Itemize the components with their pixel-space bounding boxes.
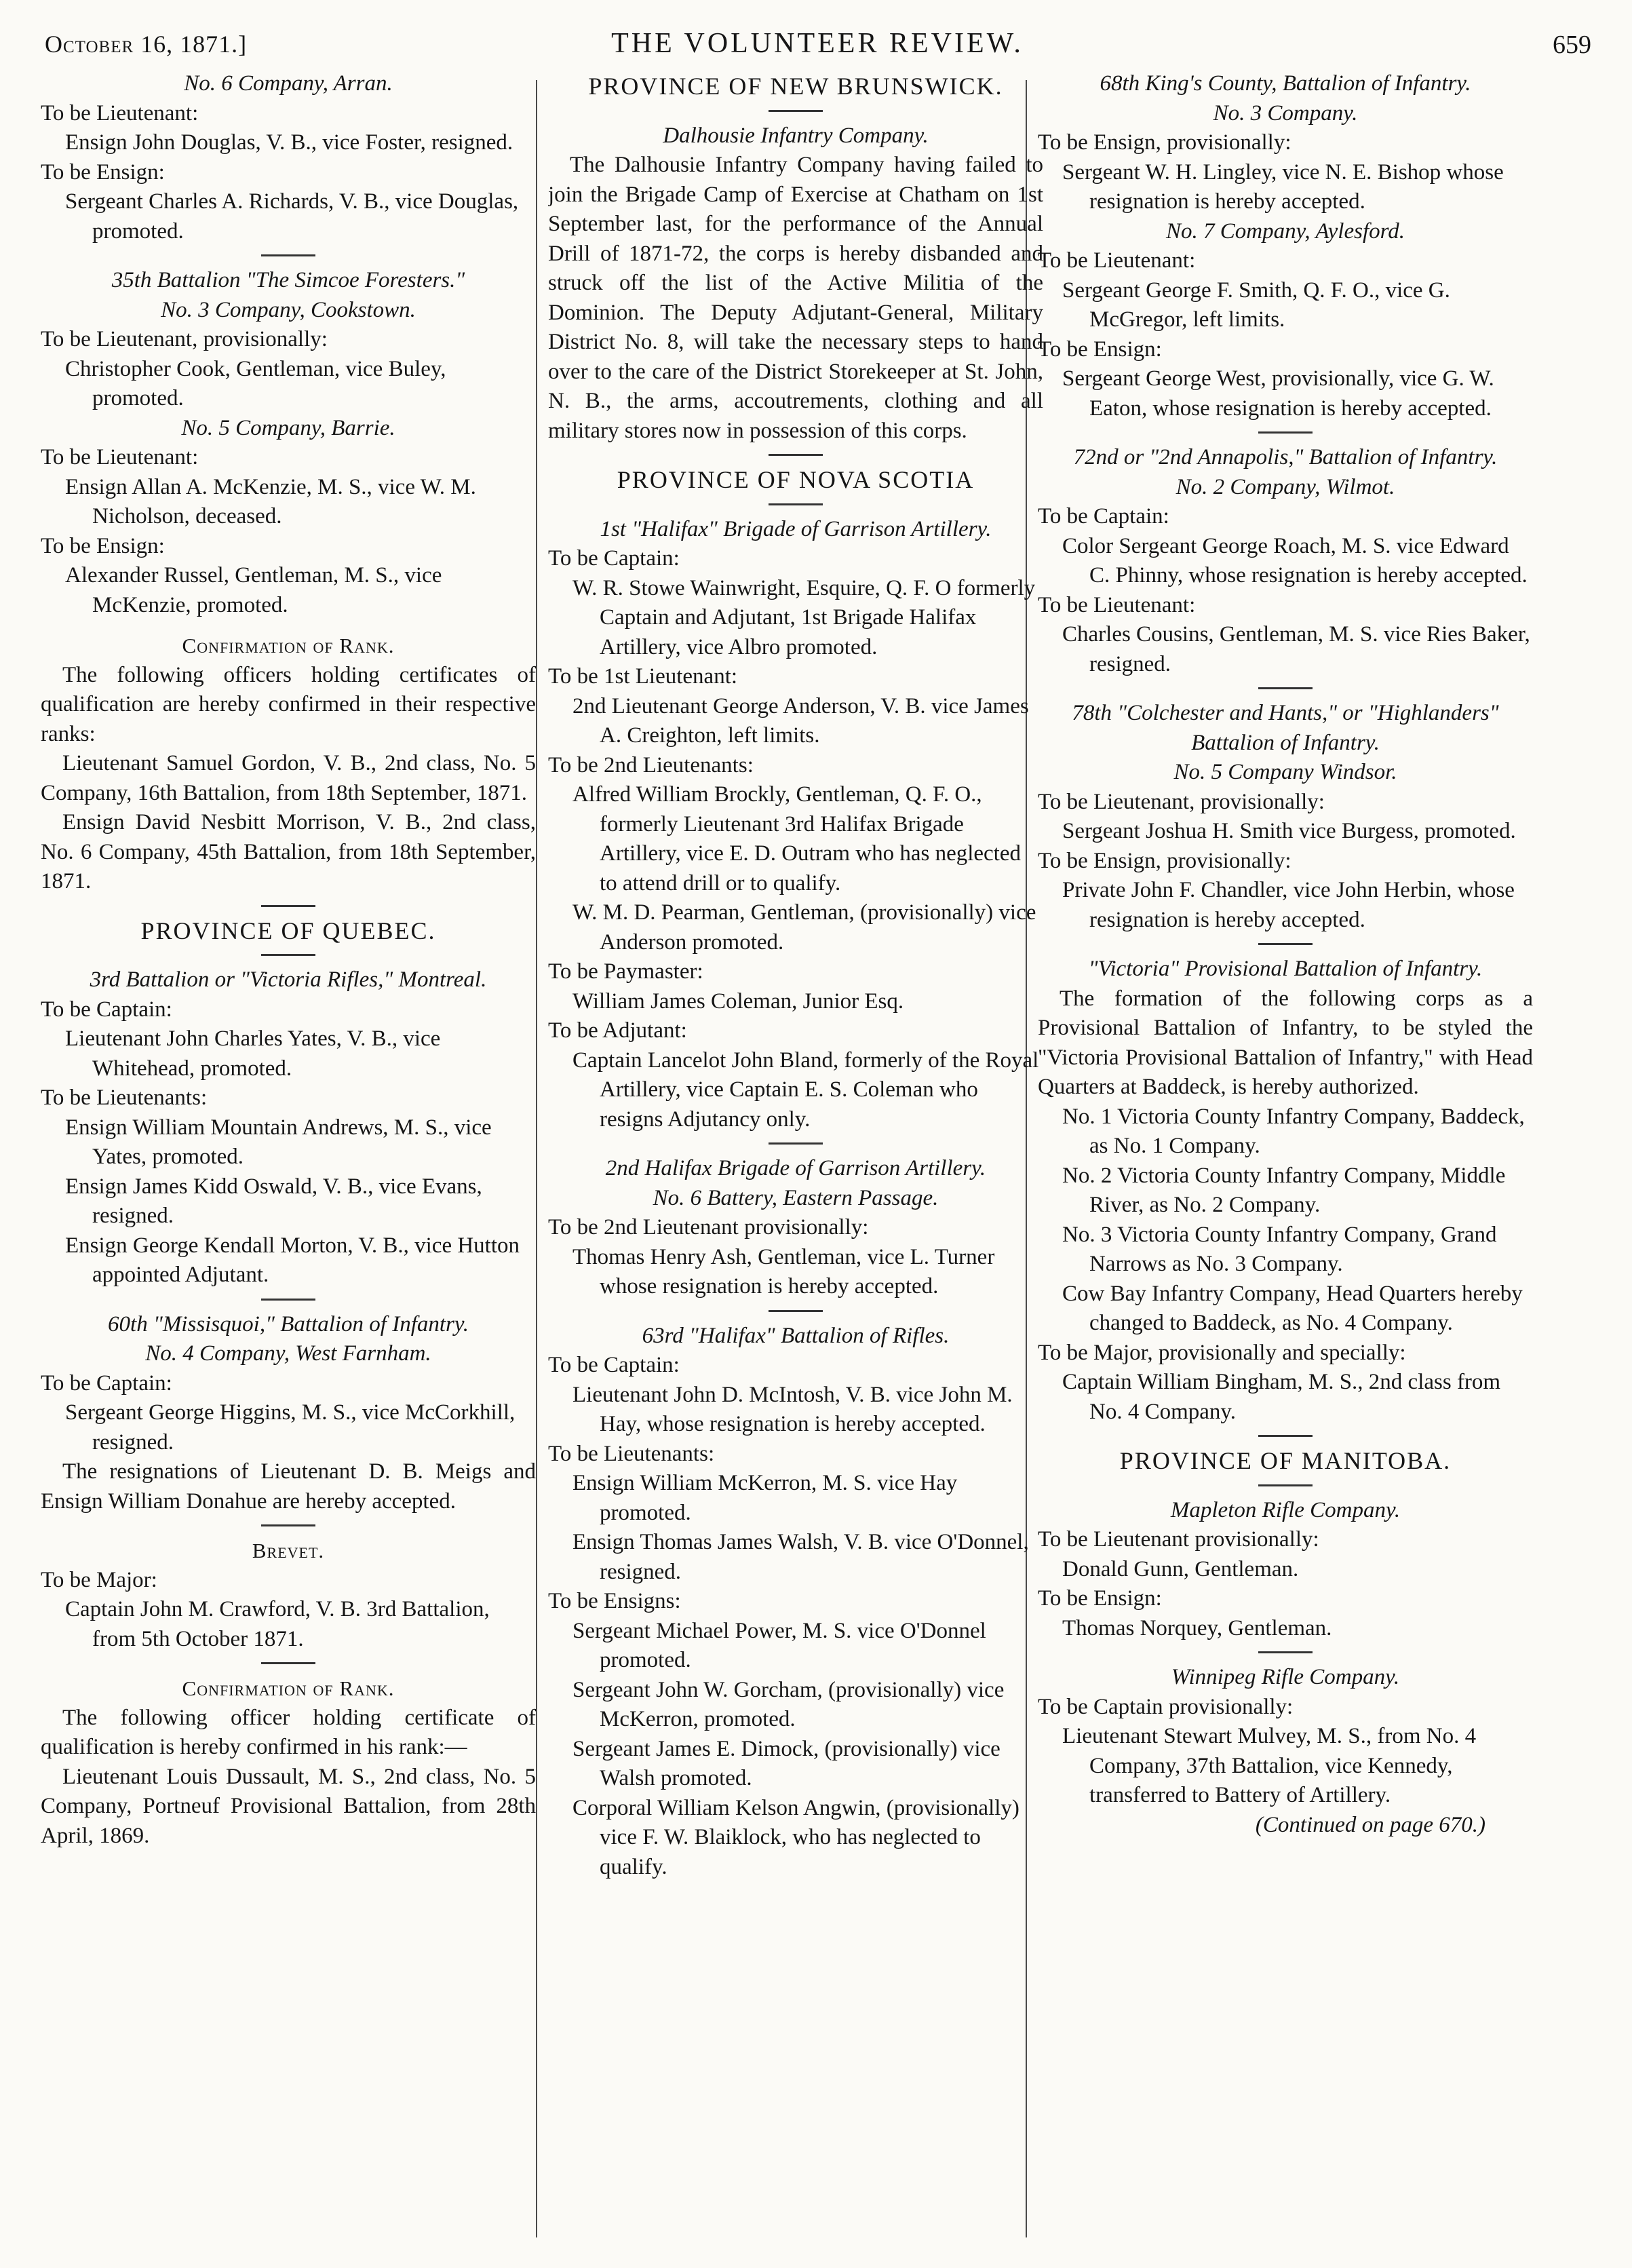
paragraph: Lieutenant Louis Dussault, M. S., 2nd class, No. 5 Company, Portneuf Provisional Battalion, from 28th April, 1869. — [41, 1764, 536, 1848]
appointment-entry: 2nd Lieutenant George Anderson, V. B. vice James A. Creighton, left limits. — [572, 693, 1029, 748]
column-rule — [536, 80, 537, 2237]
section-heading: No. 5 Company, Barrie. — [181, 415, 395, 440]
section-heading: Mapleton Rifle Company. — [1170, 1497, 1401, 1522]
appointment-label: To be Lieutenants: — [548, 1441, 715, 1466]
page-number: 659 — [1553, 31, 1591, 59]
appointment-label: To be Lieutenant: — [1038, 248, 1196, 273]
paragraph: Lieutenant Samuel Gordon, V. B., 2nd class, No. 5 Company, 16th Battalion, from 18th September, 1871. — [41, 751, 536, 805]
province-heading: PROVINCE OF NEW BRUNSWICK. — [588, 73, 1003, 100]
appointment-entry: Alfred William Brockly, Gentleman, Q. F. O., formerly Lieutenant 3rd Halifax Brigade Artillery, vice E. D. Outram who has neglected to attend drill or to qualify. — [572, 782, 1021, 896]
appointment-entry: No. 2 Victoria County Infantry Company, Middle River, as No. 2 Company. — [1062, 1163, 1506, 1217]
section-divider — [1258, 1651, 1313, 1653]
appointment-label: To be Lieutenant, provisionally: — [41, 327, 328, 351]
section-heading: 72nd or "2nd Annapolis," Battalion of Infantry. — [1073, 445, 1498, 469]
appointment-label: To be Captain provisionally: — [1038, 1694, 1294, 1719]
section-heading: 2nd Halifax Brigade of Garrison Artillery. — [605, 1156, 986, 1180]
appointment-label: To be 1st Lieutenant: — [548, 664, 738, 689]
section-divider — [261, 954, 315, 956]
appointment-entry: Thomas Norquey, Gentleman. — [1062, 1615, 1332, 1640]
appointment-entry: Sergeant Charles A. Richards, V. B., vice Douglas, promoted. — [65, 189, 519, 244]
appointment-entry: Cow Bay Infantry Company, Head Quarters hereby changed to Baddeck, as No. 4 Company. — [1062, 1281, 1523, 1335]
section-heading: 68th King's County, Battalion of Infantry. — [1100, 71, 1471, 96]
appointment-entry: Captain John M. Crawford, V. B. 3rd Battalion, from 5th October 1871. — [65, 1597, 490, 1651]
section-heading: No. 3 Company, Cookstown. — [161, 297, 416, 322]
appointment-label: To be Captain: — [41, 1370, 172, 1396]
section-divider — [261, 1524, 315, 1526]
subsection-heading: Confirmation of Rank. — [182, 1676, 395, 1700]
appointment-label: To be Ensigns: — [548, 1589, 681, 1613]
section-heading: Winnipeg Rifle Company. — [1171, 1665, 1400, 1689]
paragraph: The following officers holding certificates of qualification are hereby confirmed in their respective ranks: — [41, 662, 536, 746]
appointment-entry: Lieutenant John Charles Yates, V. B., vice Whitehead, promoted. — [65, 1026, 441, 1081]
section-divider — [1258, 687, 1313, 689]
appointment-label: To be 2nd Lieutenant provisionally: — [548, 1215, 869, 1239]
appointment-entry: Color Sergeant George Roach, M. S. vice Edward C. Phinny, whose resignation is hereby accepted. — [1062, 533, 1528, 588]
appointment-entry: Sergeant W. H. Lingley, vice N. E. Bishop whose resignation is hereby accepted. — [1062, 159, 1504, 214]
section-divider — [769, 454, 823, 456]
section-heading: 3rd Battalion or "Victoria Rifles," Montreal. — [90, 967, 487, 992]
appointment-entry: No. 3 Victoria County Infantry Company, Grand Narrows as No. 3 Company. — [1062, 1222, 1497, 1276]
issue-date: October 16, 1871.] — [45, 31, 248, 58]
appointment-label: To be 2nd Lieutenants: — [548, 752, 754, 777]
appointment-label: To be Captain: — [1038, 504, 1169, 528]
section-heading: "Victoria" Provisional Battalion of Infantry. — [1088, 957, 1483, 981]
appointment-entry: Sergeant George West, provisionally, vice G. W. Eaton, whose resignation is hereby accepted. — [1062, 366, 1494, 421]
appointment-label: To be Ensign, provisionally: — [1038, 130, 1291, 155]
continuation-note: (Continued on page 670.) — [1255, 1812, 1485, 1837]
appointment-label: To be Ensign: — [1038, 1586, 1162, 1611]
appointment-entry: Alexander Russel, Gentleman, M. S., vice McKenzie, promoted. — [65, 563, 442, 617]
appointment-entry: Ensign George Kendall Morton, V. B., vice Hutton appointed Adjutant. — [65, 1233, 520, 1287]
section-divider — [1258, 1484, 1313, 1486]
appointment-entry: Donald Gunn, Gentleman. — [1062, 1556, 1299, 1581]
section-heading: No. 6 Battery, Eastern Passage. — [653, 1185, 939, 1210]
appointment-entry: W. M. D. Pearman, Gentleman, (provisionally) vice Anderson promoted. — [572, 900, 1036, 955]
section-heading: Dalhousie Infantry Company. — [663, 123, 929, 148]
column-middle — [548, 69, 1043, 2240]
appointment-label: To be Ensign: — [1038, 337, 1162, 362]
section-divider — [1258, 431, 1313, 434]
appointment-entry: Lieutenant Stewart Mulvey, M. S., from No. 4 Company, 37th Battalion, vice Kennedy, transferred to Battery of Artillery. — [1062, 1724, 1477, 1807]
appointment-label: To be Lieutenant: — [41, 445, 199, 469]
appointment-label: To be Lieutenant provisionally: — [1038, 1527, 1319, 1552]
section-heading: No. 6 Company, Arran. — [184, 71, 393, 96]
appointment-entry: William James Coleman, Junior Esq. — [572, 988, 904, 1014]
paragraph: The formation of the following corps as a Provisional Battalion of Infantry, to be styled the "Victoria Provisional Battalion of Infantry," with Head Quarters at Baddeck, is hereby authorized. — [1038, 986, 1533, 1099]
appointment-label: To be Major: — [41, 1567, 157, 1592]
page-header — [41, 22, 1594, 62]
section-heading: 1st "Halifax" Brigade of Garrison Artillery. — [600, 516, 992, 541]
appointment-label: To be Captain: — [548, 1353, 680, 1377]
subsection-heading: Brevet. — [252, 1539, 325, 1562]
appointment-label: To be Captain: — [548, 546, 680, 571]
appointment-entry: Private John F. Chandler, vice John Herbin, whose resignation is hereby accepted. — [1062, 878, 1515, 932]
appointment-entry: Charles Cousins, Gentleman, M. S. vice Ries Baker, resigned. — [1062, 622, 1530, 676]
appointment-label: To be Lieutenant, provisionally: — [1038, 789, 1325, 814]
province-heading: PROVINCE OF MANITOBA. — [1119, 1447, 1452, 1474]
section-heading: No. 3 Company. — [1213, 100, 1358, 126]
paragraph: The following officer holding certificate of qualification is hereby confirmed in his rank:— — [41, 1705, 536, 1759]
section-divider — [769, 503, 823, 505]
appointment-label: To be Adjutant: — [548, 1018, 687, 1043]
appointment-entry: Captain Lancelot John Bland, formerly of the Royal Artillery, vice Captain E. S. Coleman who resigns Adjutancy only. — [572, 1047, 1039, 1132]
province-heading: PROVINCE OF QUEBEC. — [140, 917, 436, 944]
section-heading: 35th Battalion "The Simcoe Foresters." — [111, 268, 465, 292]
appointment-label: To be Ensign: — [41, 159, 165, 185]
section-heading: No. 7 Company, Aylesford. — [1165, 218, 1405, 244]
paragraph: The Dalhousie Infantry Company having failed to join the Brigade Camp of Exercise at Chatham on 1st September last, for the performance of the Annual Drill of 1871-72, the corps is hereby disbanded and struck off the list of the Active Militia of the Dominion. The Deputy Adjutant-General, Military District No. 8, will take the necessary steps to hand over to the care of the District Storekeeper at St. John, N. B., the arms, accoutrements, clothing and all military stores now in possession of this corps. — [548, 153, 1043, 443]
appointment-entry: No. 1 Victoria County Infantry Company, Baddeck, as No. 1 Company. — [1062, 1104, 1525, 1158]
province-heading: PROVINCE OF NOVA SCOTIA — [617, 466, 975, 493]
section-divider — [769, 1310, 823, 1312]
appointment-entry: Ensign William Mountain Andrews, M. S., vice Yates, promoted. — [65, 1115, 492, 1169]
appointment-label: To be Lieutenants: — [41, 1085, 208, 1110]
section-divider — [1258, 1435, 1313, 1437]
section-heading: No. 2 Company, Wilmot. — [1176, 474, 1395, 499]
section-heading: 78th "Colchester and Hants," or "Highlanders" Battalion of Infantry. — [1072, 701, 1499, 755]
appointment-entry: Captain William Bingham, M. S., 2nd class from No. 4 Company. — [1062, 1370, 1501, 1424]
appointment-entry: W. R. Stowe Wainwright, Esquire, Q. F. O formerly Captain and Adjutant, 1st Brigade Halifax Artillery, vice Albro promoted. — [572, 575, 1036, 659]
section-heading: 63rd "Halifax" Battalion of Rifles. — [642, 1323, 950, 1348]
section-divider — [261, 254, 315, 256]
appointment-entry: Sergeant George Higgins, M. S., vice McCorkhill, resigned. — [65, 1400, 516, 1455]
appointment-label: To be Captain: — [41, 997, 172, 1022]
appointment-label: To be Major, provisionally and specially: — [1038, 1340, 1406, 1365]
appointment-label: To be Ensign, provisionally: — [1038, 848, 1291, 873]
appointment-entry: Sergeant Joshua H. Smith vice Burgess, promoted. — [1062, 819, 1516, 843]
appointment-label: To be Lieutenant: — [1038, 592, 1196, 617]
paragraph: The resignations of Lieutenant D. B. Meigs and Ensign William Donahue are hereby accepted. — [41, 1459, 536, 1514]
section-heading: 60th "Missisquoi," Battalion of Infantry. — [108, 1311, 469, 1337]
subsection-heading: Confirmation of Rank. — [182, 634, 395, 657]
section-divider — [261, 1299, 315, 1301]
spacer — [41, 620, 536, 631]
section-heading: No. 5 Company Windsor. — [1173, 760, 1397, 784]
paragraph: Ensign David Nesbitt Morrison, V. B., 2nd class, No. 6 Company, 45th Battalion, from 18th September, 1871. — [41, 810, 536, 893]
masthead-title: THE VOLUNTEER REVIEW. — [611, 28, 1024, 59]
column-right — [1038, 69, 1533, 2240]
appointment-entry: Sergeant John W. Gorcham, (provisionally) vice McKerron, promoted. — [572, 1677, 1005, 1731]
section-divider — [769, 110, 823, 112]
column-left — [41, 69, 536, 2240]
appointment-label: To be Paymaster: — [548, 959, 703, 984]
appointment-label: To be Ensign: — [41, 533, 165, 558]
section-heading: No. 4 Company, West Farnham. — [145, 1341, 431, 1366]
appointment-label: To be Lieutenant: — [41, 100, 199, 126]
appointment-entry: Sergeant George F. Smith, Q. F. O., vice G. McGregor, left limits. — [1062, 277, 1450, 332]
section-divider — [261, 1662, 315, 1664]
appointment-entry: Ensign Allan A. McKenzie, M. S., vice W. M. Nicholson, deceased. — [65, 474, 476, 528]
appointment-entry: Ensign Thomas James Walsh, V. B. vice O'Donnel, resigned. — [572, 1530, 1029, 1584]
section-divider — [1258, 943, 1313, 945]
section-divider — [769, 1142, 823, 1145]
section-divider — [261, 905, 315, 907]
appointment-entry: Thomas Henry Ash, Gentleman, vice L. Turner whose resignation is hereby accepted. — [572, 1244, 995, 1299]
appointment-entry: Ensign James Kidd Oswald, V. B., vice Evans, resigned. — [65, 1174, 482, 1228]
appointment-entry: Sergeant Michael Power, M. S. vice O'Donnel promoted. — [572, 1618, 986, 1672]
appointment-entry: Corporal William Kelson Angwin, (provisionally) vice F. W. Blaiklock, who has neglected to qualify. — [572, 1795, 1019, 1879]
appointment-entry: Lieutenant John D. McIntosh, V. B. vice John M. Hay, whose resignation is hereby accepted. — [572, 1382, 1013, 1436]
appointment-entry: Ensign John Douglas, V. B., vice Foster, resigned. — [65, 130, 513, 155]
appointment-entry: Christopher Cook, Gentleman, vice Buley, promoted. — [65, 356, 446, 410]
appointment-entry: Ensign William McKerron, M. S. vice Hay promoted. — [572, 1471, 958, 1525]
appointment-entry: Sergeant James E. Dimock, (provisionally) vice Walsh promoted. — [572, 1736, 1000, 1790]
